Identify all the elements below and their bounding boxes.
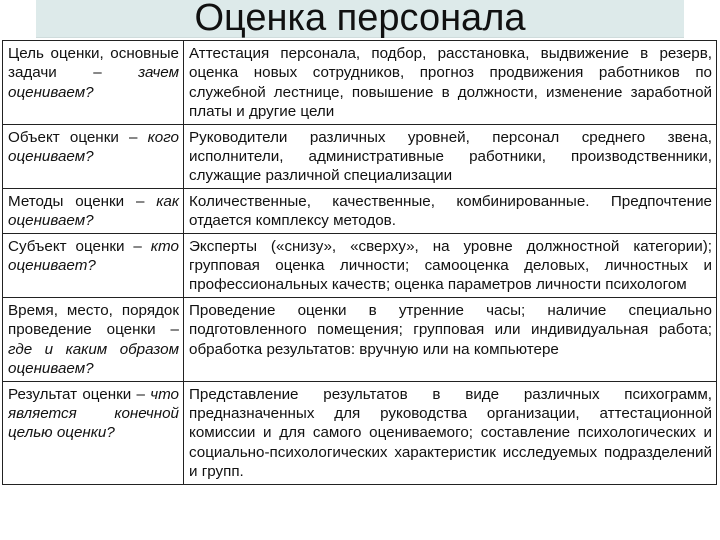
row-content: Количественные, качественные, комбинированные. Предпочтение отдается комплексу методов. — [184, 188, 717, 233]
row-label-cell — [3, 233, 184, 297]
page-title: Оценка персонала — [194, 0, 526, 39]
row-content: Проведение оценки в утренние часы; наличие специально подготовленного помещения; групповая или индивидуальная работа; обработка результатов: вручную или на компьютере — [184, 297, 717, 381]
row-question: где и каким образом оцениваем? — [8, 340, 179, 378]
row-content: Аттестация персонала, подбор, расстановка, выдвижение в резерв, оценка новых сотрудников, прогноз продвижения работников по служебной лестнице, повышение в должности, изменение заработной платы и другие цели — [184, 41, 717, 125]
row-question: кто оценивает? — [8, 237, 179, 275]
row-label-cell — [3, 41, 184, 125]
title-bar — [36, 0, 684, 38]
row-content: Эксперты («снизу», «сверху», на уровне должностной категории); групповая оценка личности; самооценка деловых, личностных и профессиональных качеств; оценка параметров личности психологом — [184, 233, 717, 297]
row-label-cell — [3, 381, 184, 484]
row-label: Время, место, порядок проведение оценки – — [8, 301, 179, 339]
row-label: Методы оценки – — [8, 192, 157, 210]
row-label: Результат оценки – — [8, 385, 151, 403]
row-label-cell — [3, 297, 184, 381]
row-label-cell — [3, 188, 184, 233]
row-content: Руководители различных уровней, персонал среднего звена, исполнители, административные работники, производственники, служащие различной специализации — [184, 124, 717, 188]
table-row — [3, 188, 717, 233]
row-label-cell — [3, 124, 184, 188]
table-row — [3, 124, 717, 188]
row-question: зачем оцениваем? — [8, 64, 179, 101]
row-label: Цель оценки, основные задачи – — [8, 45, 179, 82]
row-content: Представление результатов в виде различных психограмм, предназначенных для руководства организации, аттестационной комиссии и для самого оцениваемого; составление психологических и социально-психологических характеристик исследуемых подразделений и групп. — [184, 381, 717, 484]
row-question: как оцениваем? — [8, 192, 179, 230]
table-row — [3, 41, 717, 125]
table-row — [3, 297, 717, 381]
table-row — [3, 381, 717, 484]
table-row — [3, 233, 717, 297]
row-label: Субъект оценки – — [8, 237, 151, 255]
row-question: что является конечной целью оценки? — [8, 385, 179, 442]
row-question: кого оцениваем? — [8, 128, 179, 166]
assessment-table — [2, 40, 717, 485]
row-label: Объект оценки – — [8, 128, 148, 146]
